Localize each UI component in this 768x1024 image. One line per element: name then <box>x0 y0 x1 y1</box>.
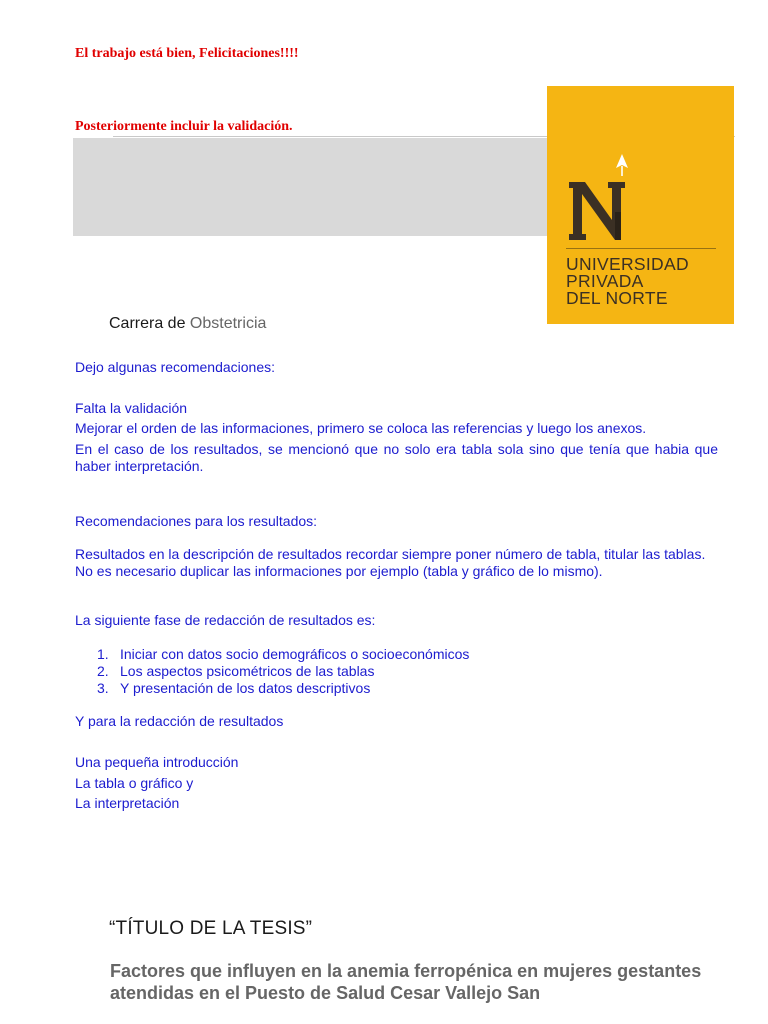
n-compass-icon <box>565 154 635 244</box>
list-item <box>75 680 469 697</box>
writing-intro: Y para la redacción de resultados <box>75 713 284 729</box>
career-label: Carrera de <box>109 315 190 332</box>
list-item-text: Los aspectos psicométricos de las tablas <box>120 663 375 679</box>
list-number: 2. <box>97 663 109 679</box>
phase-list <box>75 646 469 697</box>
university-name-line-1: UNIVERSIDAD <box>566 254 689 274</box>
writing-step: La interpretación <box>75 795 180 811</box>
writing-step: Una pequeña introducción <box>75 754 239 770</box>
recommendation-item: Falta la validación <box>75 400 188 416</box>
list-number: 1. <box>97 646 109 662</box>
university-name-line-2: PRIVADA <box>566 271 644 291</box>
logo-divider <box>566 248 716 249</box>
university-logo <box>547 86 734 324</box>
feedback-congratulations: El trabajo está bien, Felicitaciones!!!! <box>75 46 299 61</box>
results-heading: Recomendaciones para los resultados: <box>75 513 318 529</box>
university-name <box>566 256 689 307</box>
list-item-text: Y presentación de los datos descriptivos <box>120 680 371 696</box>
university-name-line-3: DEL NORTE <box>566 288 668 308</box>
career-value: Obstetricia <box>189 315 267 332</box>
writing-step: La tabla o gráfico y <box>75 775 194 791</box>
recommendations-intro: Dejo algunas recomendaciones: <box>75 359 276 375</box>
results-description: Resultados en la descripción de resultados recordar siempre poner número de tabla, titular las tablas. No es necesario duplicar las informaciones por ejemplo (tabla y gráfico de lo mismo). <box>75 546 706 579</box>
thesis-heading: “TÍTULO DE LA TESIS” <box>109 918 313 939</box>
thesis-title: Factores que influyen en la anemia ferropénica en mujeres gestantes atendidas en el Puesto de Salud Cesar Vallejo San <box>110 961 702 1003</box>
list-item <box>75 646 469 663</box>
list-item <box>75 663 469 680</box>
recommendation-item: En el caso de los resultados, se mencionó que no solo era tabla sola sino que tenía que habia que haber interpretación. <box>75 441 718 474</box>
list-number: 3. <box>97 680 109 696</box>
recommendation-item: Mejorar el orden de las informaciones, primero se coloca las referencias y luego los anexos. <box>75 420 647 436</box>
phase-intro: La siguiente fase de redacción de resultados es: <box>75 612 376 628</box>
list-item-text: Iniciar con datos socio demográficos o socioeconómicos <box>120 646 470 662</box>
feedback-include-validation: Posteriormente incluir la validación. <box>75 119 293 134</box>
career-line <box>109 315 266 333</box>
